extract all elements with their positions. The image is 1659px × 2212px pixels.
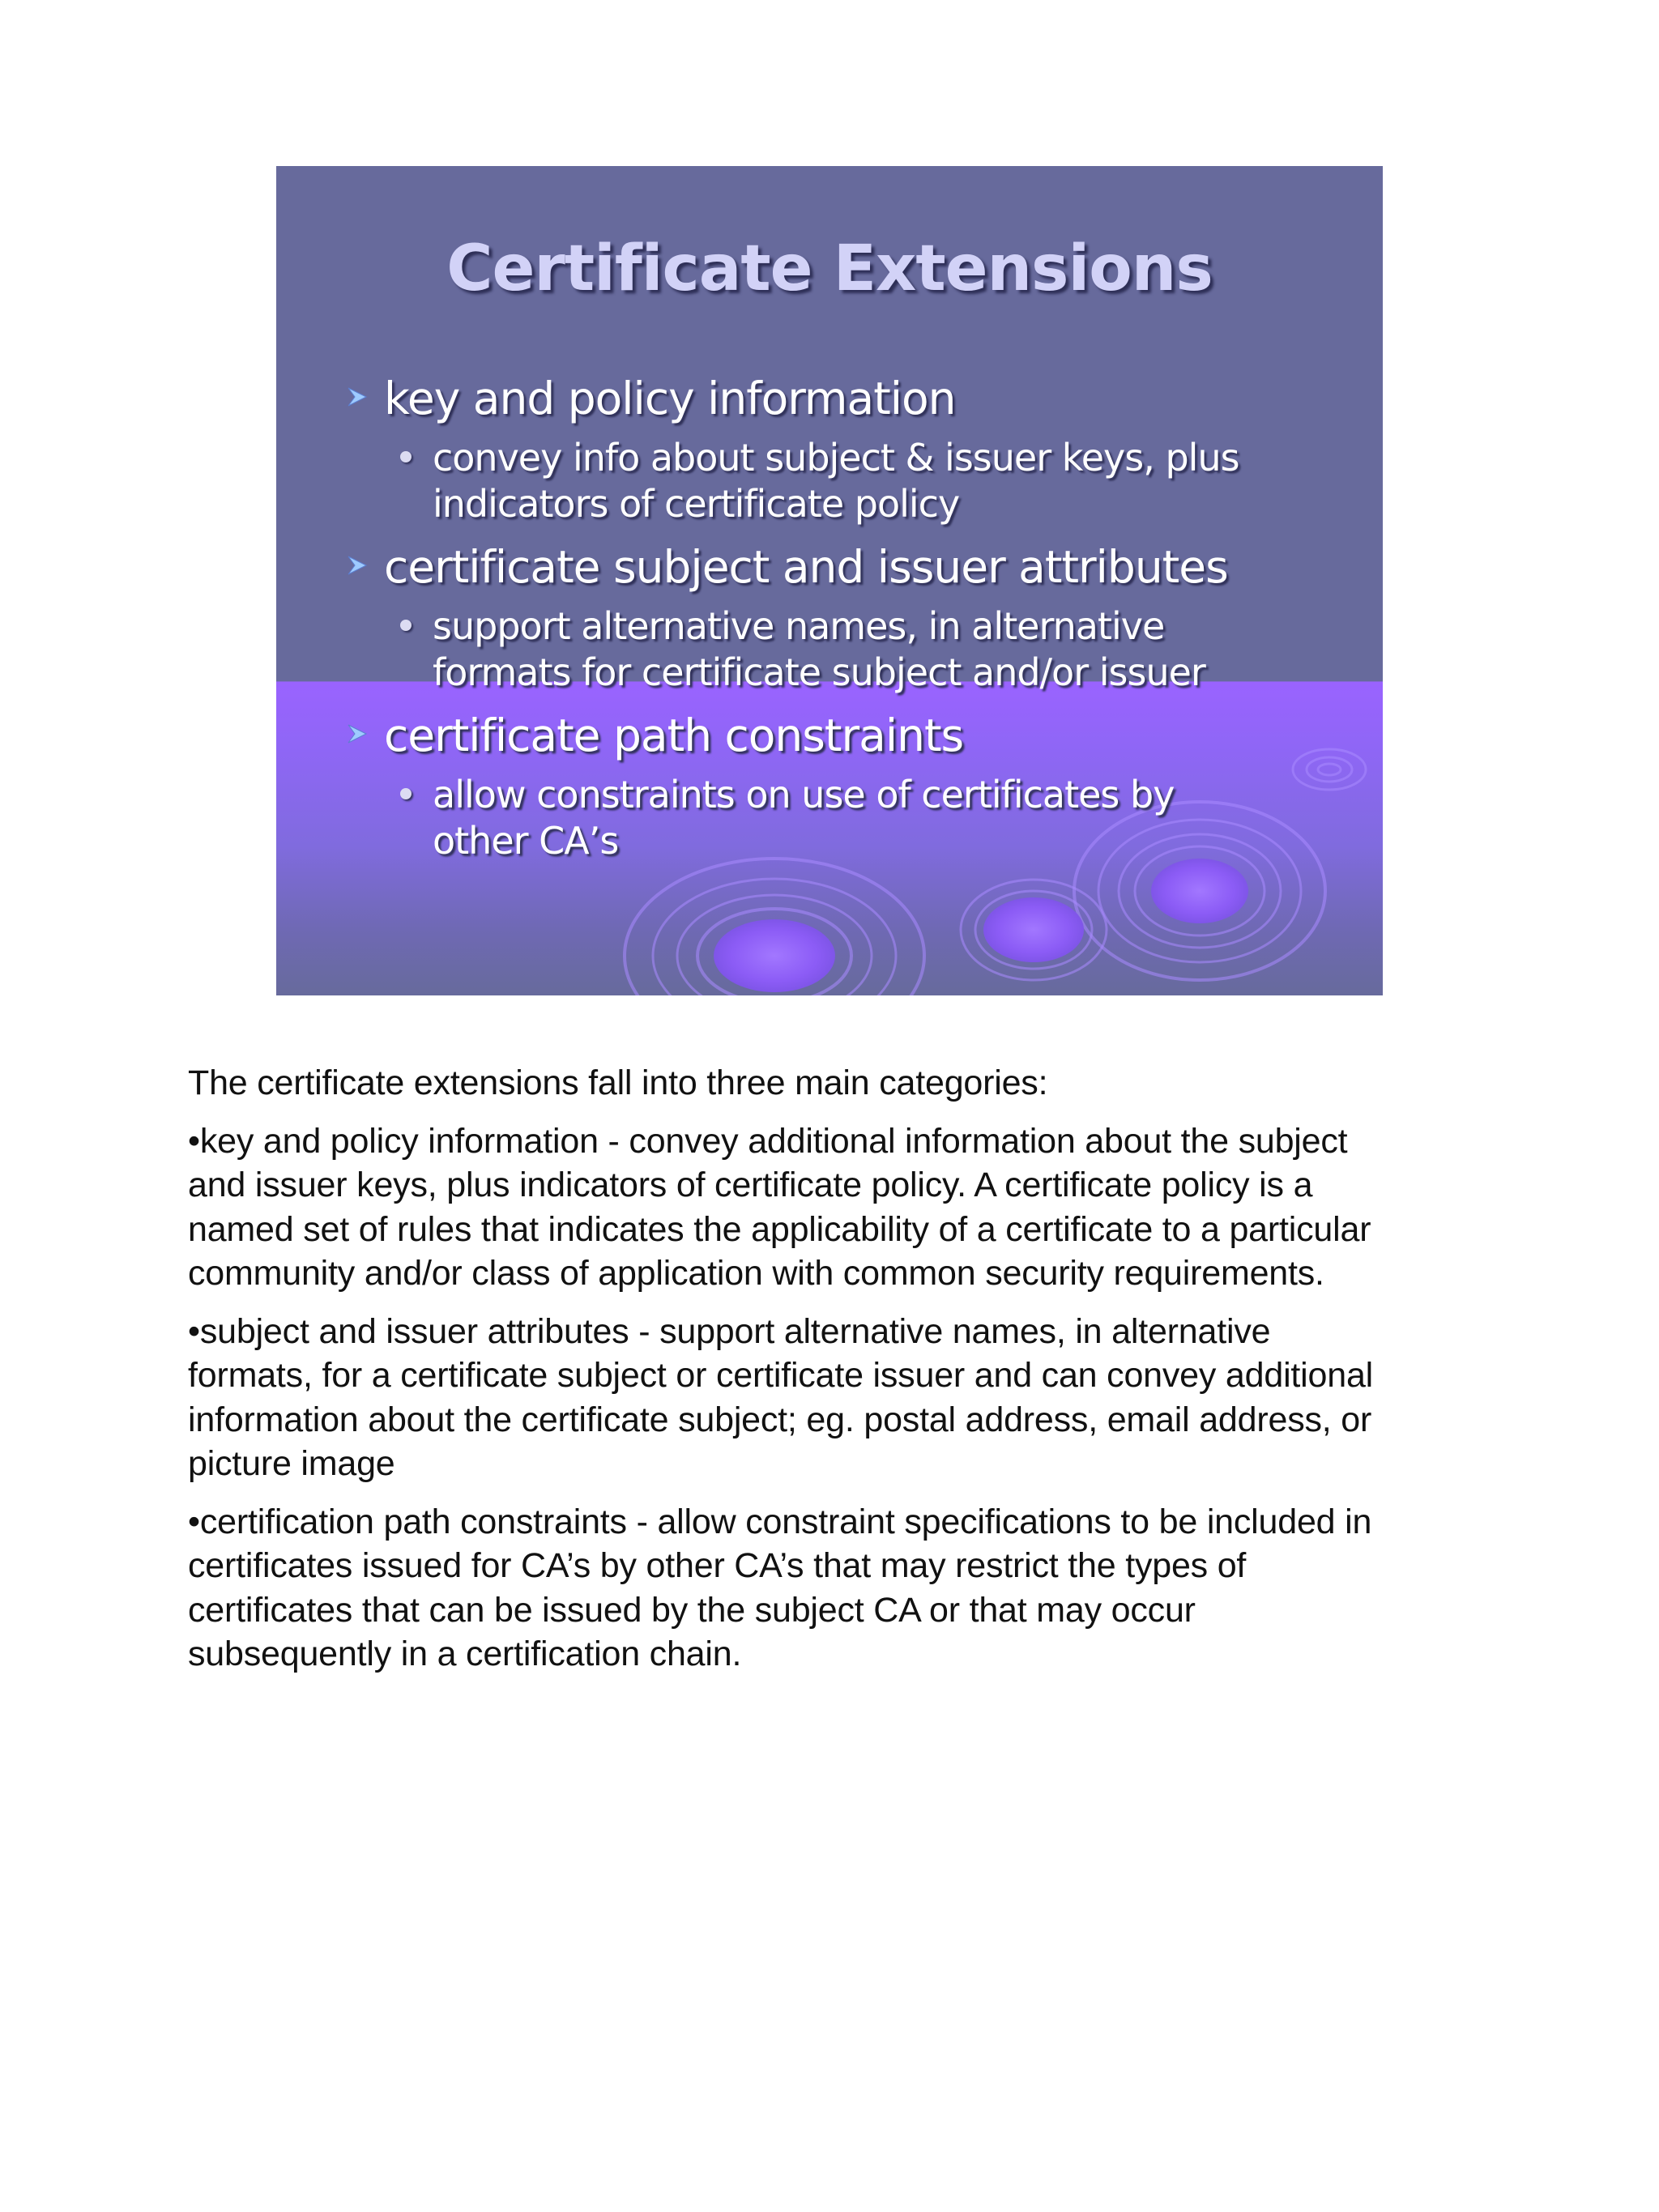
notes-line: •key and policy information - convey additional information about the subject (188, 1121, 1348, 1161)
notes-line: formats, for a certificate subject or certificate issuer and can convey additional (188, 1356, 1374, 1395)
arrow-bullet-icon (345, 553, 369, 578)
slide-image (276, 166, 1383, 995)
slide-item-heading: certificate subject and issuer attributes (384, 541, 1228, 593)
notes-line: information about the certificate subject; eg. postal address, email address, or (188, 1400, 1372, 1439)
dot-bullet-icon (400, 451, 412, 462)
notes-line: community and/or class of application with common security requirements. (188, 1254, 1324, 1293)
notes-line: certificates issued for CA’s by other CA’s that may restrict the types of (188, 1546, 1247, 1585)
notes-line: •certification path constraints - allow constraint specifications to be included in (188, 1502, 1372, 1541)
slide-item-heading: certificate path constraints (384, 710, 964, 761)
notes-line: subsequently in a certification chain. (188, 1634, 742, 1673)
notes-line: certificates that can be issued by the subject CA or that may occur (188, 1590, 1196, 1630)
slide-bullet-list (276, 166, 1383, 995)
arrow-bullet-icon (345, 385, 369, 409)
dot-bullet-icon (400, 620, 412, 631)
speaker-notes (188, 1061, 1484, 1677)
notes-line: picture image (188, 1444, 395, 1483)
notes-paragraph (188, 1500, 1484, 1677)
notes-paragraph (188, 1119, 1484, 1296)
arrow-bullet-icon (345, 722, 369, 746)
slide-item-detail: support alternative names, in alternative formats for certificate subject and/or issuer (433, 604, 1205, 694)
notes-line: and issuer keys, plus indicators of certificate policy. A certificate policy is a (188, 1166, 1313, 1204)
slide-title: Certificate Extensions (446, 232, 1213, 305)
notes-line: named set of rules that indicates the applicability of a certificate to a particular (188, 1209, 1371, 1249)
slide-item-heading: key and policy information (384, 373, 956, 424)
notes-line: •subject and issuer attributes - support alternative names, in alternative (188, 1311, 1271, 1351)
dot-bullet-icon (400, 788, 412, 799)
notes-intro: The certificate extensions fall into three main categories: (188, 1063, 1048, 1102)
notes-paragraph (188, 1310, 1484, 1486)
slide-item-detail: convey info about subject & issuer keys, plus indicators of certificate policy (433, 436, 1239, 526)
slide-item-detail: allow constraints on use of certificates by other CA’s (433, 773, 1175, 863)
